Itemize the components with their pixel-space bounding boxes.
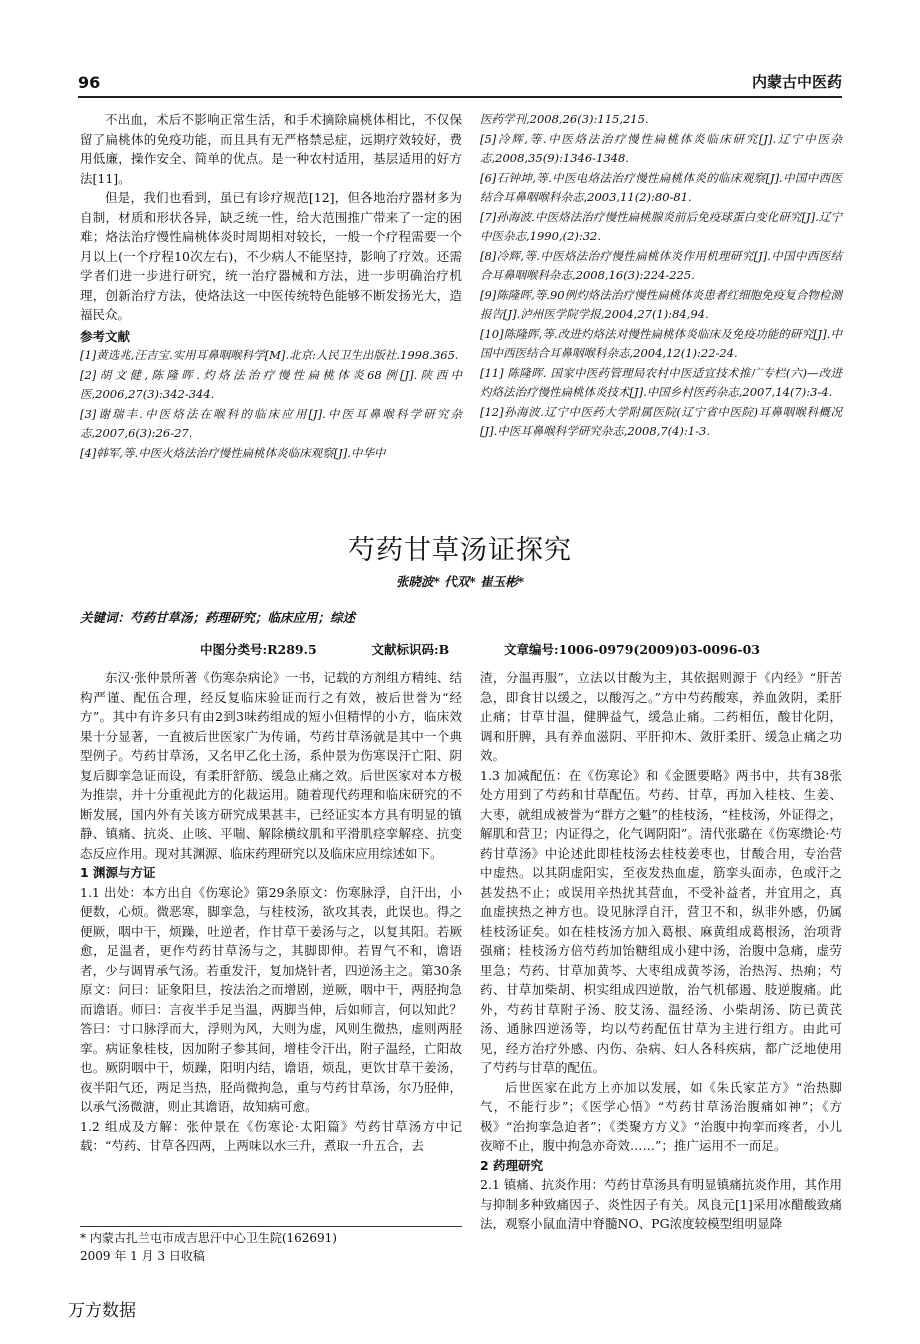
article-left-column: [80, 668, 462, 1156]
reference-item: [5]冷辉,等.中医烙法治疗慢性扁桃体炎临床研究[J].辽宁中医杂志,2008,35(9):1346-1348.: [480, 131, 842, 165]
reference-item: [12]孙海波.辽宁中医药大学附属医院(辽宁省中医院)耳鼻咽喉科概况[J].中医耳鼻喉科学研究杂志,2008,7(4):1-3.: [480, 404, 842, 438]
article-number: 文章编号:1006-0979(2009)03-0096-03: [504, 642, 760, 657]
article-right-column: [480, 668, 842, 1234]
body-paragraph: 但是，我们也看到，虽已有诊疗规范[12]，但各地治疗器材多为自制，材质和形状各异，缺乏统一性，给大范围推广带来了一定的困难；烙法治疗慢性扁桃体炎时周期相对较长，一般一个疗程需要一个月以上(一个疗程10次左右)，不少病人不能坚持，影响了疗效。还需学者们进一步进行研究，统一治疗器械和方法，进一步明确治疗机理，创新治疗方法，使烙法这一中医传统特色能够不断发扬光大，造福民众。: [80, 190, 462, 322]
running-header: [78, 62, 842, 98]
reference-item: [6]石钟坤,等.中医电烙法治疗慢性扁桃体炎的临床观察[J].中国中西医结合耳鼻咽喉科杂志,2003,11(2):80-81.: [480, 170, 842, 204]
footnote: [80, 1226, 462, 1265]
reference-item: [10]陈隆晖,等.改进灼烙法对慢性扁桃体炎临床及免疫功能的研究[J].中国中西医结合耳鼻咽喉科杂志,2004,12(1):22-24.: [480, 326, 842, 360]
section-heading: 1 渊源与方证: [80, 865, 156, 880]
journal-name: 内蒙古中医药: [751, 73, 842, 91]
article-title: 芍药甘草汤证探究: [348, 535, 572, 566]
body-paragraph: 1.3 加减配伍：在《伤寒论》和《金匮要略》两书中，共有38张处方用到了芍药和甘草配伍。芍药、甘草，再加入桂枝、生姜、大枣，就组成被誉为“群方之魁”的桂枝汤，“桂枝汤，外证得之，解肌和营卫；内证得之，化气调阴阳”。清代张璐在《伤寒缵论·芍药甘草汤》中论述此即桂枝汤去桂枝姜枣也，甘酸合用，专治营中虚热。以其阴虚阳实，至夜发热血虚，筋挛头面赤，色或汗之甚发热不止；或误用辛热扰其营血，不受补益者，并宜用之，真血虚挟热之神方也。设见脉浮自汗，营卫不和，纵非外感，仍属桂枝汤证矣。如在桂枝汤方加入葛根、麻黄组成葛根汤，治项背强痛；桂枝汤方倍芍药加饴糖组成小建中汤，治腹中急痛，虚劳里急；芍药、甘草加黄芩、大枣组成黄芩汤，治热泻、热痢；芍药、甘草加柴胡、枳实组成四逆散，治气机郁遏、肢逆腹痛。此外，芍药甘草附子汤、胶艾汤、温经汤、小柴胡汤、防已黄芪汤、通脉四逆汤等，均以芍药配伍甘草为主进行组方。由此可见，经方治疗外感、内伤、杂病、妇人各科疾病，都广泛地使用了芍药与甘草的配伍。: [480, 767, 842, 1075]
body-paragraph: 1.2 组成及方解：张仲景在《伤寒论·太阳篇》芍药甘草汤方中记载：“芍药、甘草各四两，上两味以水三升，煮取一升五合，去: [80, 1118, 462, 1153]
reference-item: [4]韩军,等.中医火烙法治疗慢性扁桃体炎临床观察[J].中华中: [80, 445, 386, 460]
article-authors: 张晓波* 代双* 崔玉彬*: [395, 574, 525, 589]
prev-article-right-column: [480, 110, 842, 442]
section-heading: 2 药理研究: [480, 1157, 544, 1173]
body-paragraph: 东汉·张仲景所著《伤寒杂病论》一书，记载的方剂组方精纯、结构严谨、配伍合理，经反复临床验证而行之有效，被后世誉为“经方”。其中有许多只有由2到3味药组成的短小但精悍的小方，临床效果十分显著，一直被后世医家广为传诵，芍药甘草汤就是其中一个典型例子。芍药甘草汤，又名甲乙化土汤，系仲景为伤寒误汗亡阳、阴复后脚挛急证而设，有柔肝舒筋、缓急止痛之效。后世医家对本方极为推崇，并十分重视此方的化裁运用。随着现代药理和临床研究的不断发展，国内外有关该方研究成果甚丰，已经证实本方具有明显的镇静、镇痛、抗炎、止咳、平喘、解除横纹肌和平滑肌痉挛解痉、抗变态反应作用。现对其渊源、临床药理研究以及临床应用综述如下。: [80, 670, 462, 861]
page-number: 96: [78, 73, 101, 92]
reference-item: [3]谢瑞丰.中医烙法在喉科的临床应用[J].中医耳鼻喉科学研究杂志,2007,6(3):26-27.: [80, 406, 462, 440]
clc-number: 中图分类号:R289.5: [200, 642, 317, 657]
reference-item: [1]黄选兆,汪吉宝.实用耳鼻咽喉科学[M].北京:人民卫生出版社.1998.365.: [80, 348, 459, 362]
reference-item: [9]陈隆晖,等.90例灼烙法治疗慢性扁桃体炎患者红细胞免疫复合物检测报告[J].泸州医学院学报,2004,27(1):84,94.: [480, 287, 842, 321]
author-affiliation: * 内蒙古扎兰屯市成吉思汗中心卫生院(162691): [80, 1231, 337, 1245]
reference-item: 医药学刊,2008,26(3):115,215.: [480, 112, 649, 126]
reference-item: [11] 陈隆晖. 国家中医药管理局农村中医适宜技术推广专栏(六)—改进灼烙法治疗慢性扁桃体炎技术[J].中国乡村医药杂志,2007,14(7):3-4.: [480, 365, 842, 399]
body-paragraph: 2.1 镇痛、抗炎作用：芍药甘草汤具有明显镇痛抗炎作用，其作用与抑制多种致痛因子、炎性因子有关。凤良元[1]采用冰醋酸致痛法，观察小鼠血清中脊髓NO、PG浓度较模型组明显降: [480, 1177, 842, 1231]
reference-item: [2]胡文健,陈隆晖.灼烙法治疗慢性扁桃体炎68例[J].陕西中医,2006,27(3):342-344.: [80, 367, 462, 401]
reference-item: [8]冷辉,等.中医烙法治疗慢性扁桃体炎作用机理研究[J].中国中西医结合耳鼻咽喉科杂志,2008,16(3):224-225.: [480, 248, 842, 282]
prev-article-left-column: [80, 110, 462, 463]
references-heading: 参考文献: [80, 328, 131, 344]
body-paragraph: 1.1 出处：本方出自《伤寒论》第29条原文：伤寒脉浮，自汗出，小便数，心烦。微恶寒，脚挛急，与桂枝汤，欲攻其表，此误也。得之便厥，咽中干，烦躁，吐逆者，作甘草干姜汤与之，以复其阳。若厥愈，足温者，更作芍药甘草汤与之，其脚即伸。若胃气不和，谵语者，少与调胃承气汤。若重发汗，复加烧针者，四逆汤主之。第30条原文：问曰：证象阳旦，按法治之而增剧，逆厥，咽中干，两胫拘急而谵语。师曰：言夜半手足当温，两脚当伸，后如师言，何以知此？答曰：寸口脉浮而大，浮则为风，大则为虚，风则生微热，虚则两胫挛。病证象桂枝，因加附子参其间，增桂令汗出，附子温经，亡阳故也。厥阴咽中干，烦躁，阳明内结，谵语，烦乱，更饮甘草干姜汤，夜半阳气还，两足当热，胫尚微拘急，重与芍药甘草汤，尔乃胫伸，以承气汤微溏，则止其谵语，故知病可愈。: [80, 884, 462, 1114]
document-code: 文献标识码:B: [371, 642, 450, 657]
body-paragraph: 不出血，术后不影响正常生活，和手术摘除扁桃体相比，不仅保留了扁桃体的免疫功能，而且具有无严格禁忌症，远期疗效较好，费用低廉，操作安全、简单的优点。是一种农村适用，基层适用的好方法[11]。: [80, 112, 462, 186]
keywords: 关键词：芍药甘草汤；药理研究；临床应用；综述: [80, 610, 356, 625]
body-paragraph: 后世医家在此方上亦加以发展，如《朱氏家芷方》“治热脚气，不能行步”；《医学心悟》“芍药甘草汤治腹痛如神”；《方极》“治拘挛急迫者”；《类聚方方义》“治腹中拘挛而疼者，小儿夜啼不止，腹中拘急亦奇效……”；推广运用不一而足。: [480, 1079, 842, 1153]
reference-item: [7]孙海波.中医烙法治疗慢性扁桃腺炎前后免疫球蛋白变化研究[J].辽宁中医杂志,1990,(2):32.: [480, 209, 842, 243]
received-date: 2009 年 1 月 3 日收稿: [80, 1249, 205, 1263]
body-paragraph: 渣，分温再服”，立法以甘酸为主，其依据则源于《内经》“肝苦急，即食甘以缓之，以酸泻之。”方中芍药酸寒，养血敛阴，柔肝止痛；甘草甘温，健脾益气，缓急止痛。二药相伍，酸甘化阴，调和肝脾，具有养血滋阴、平肝抑木、敛肝柔肝、缓急止痛之功效。: [480, 670, 842, 763]
classification-line: [200, 640, 760, 658]
database-watermark: 万方数据: [68, 1301, 136, 1321]
